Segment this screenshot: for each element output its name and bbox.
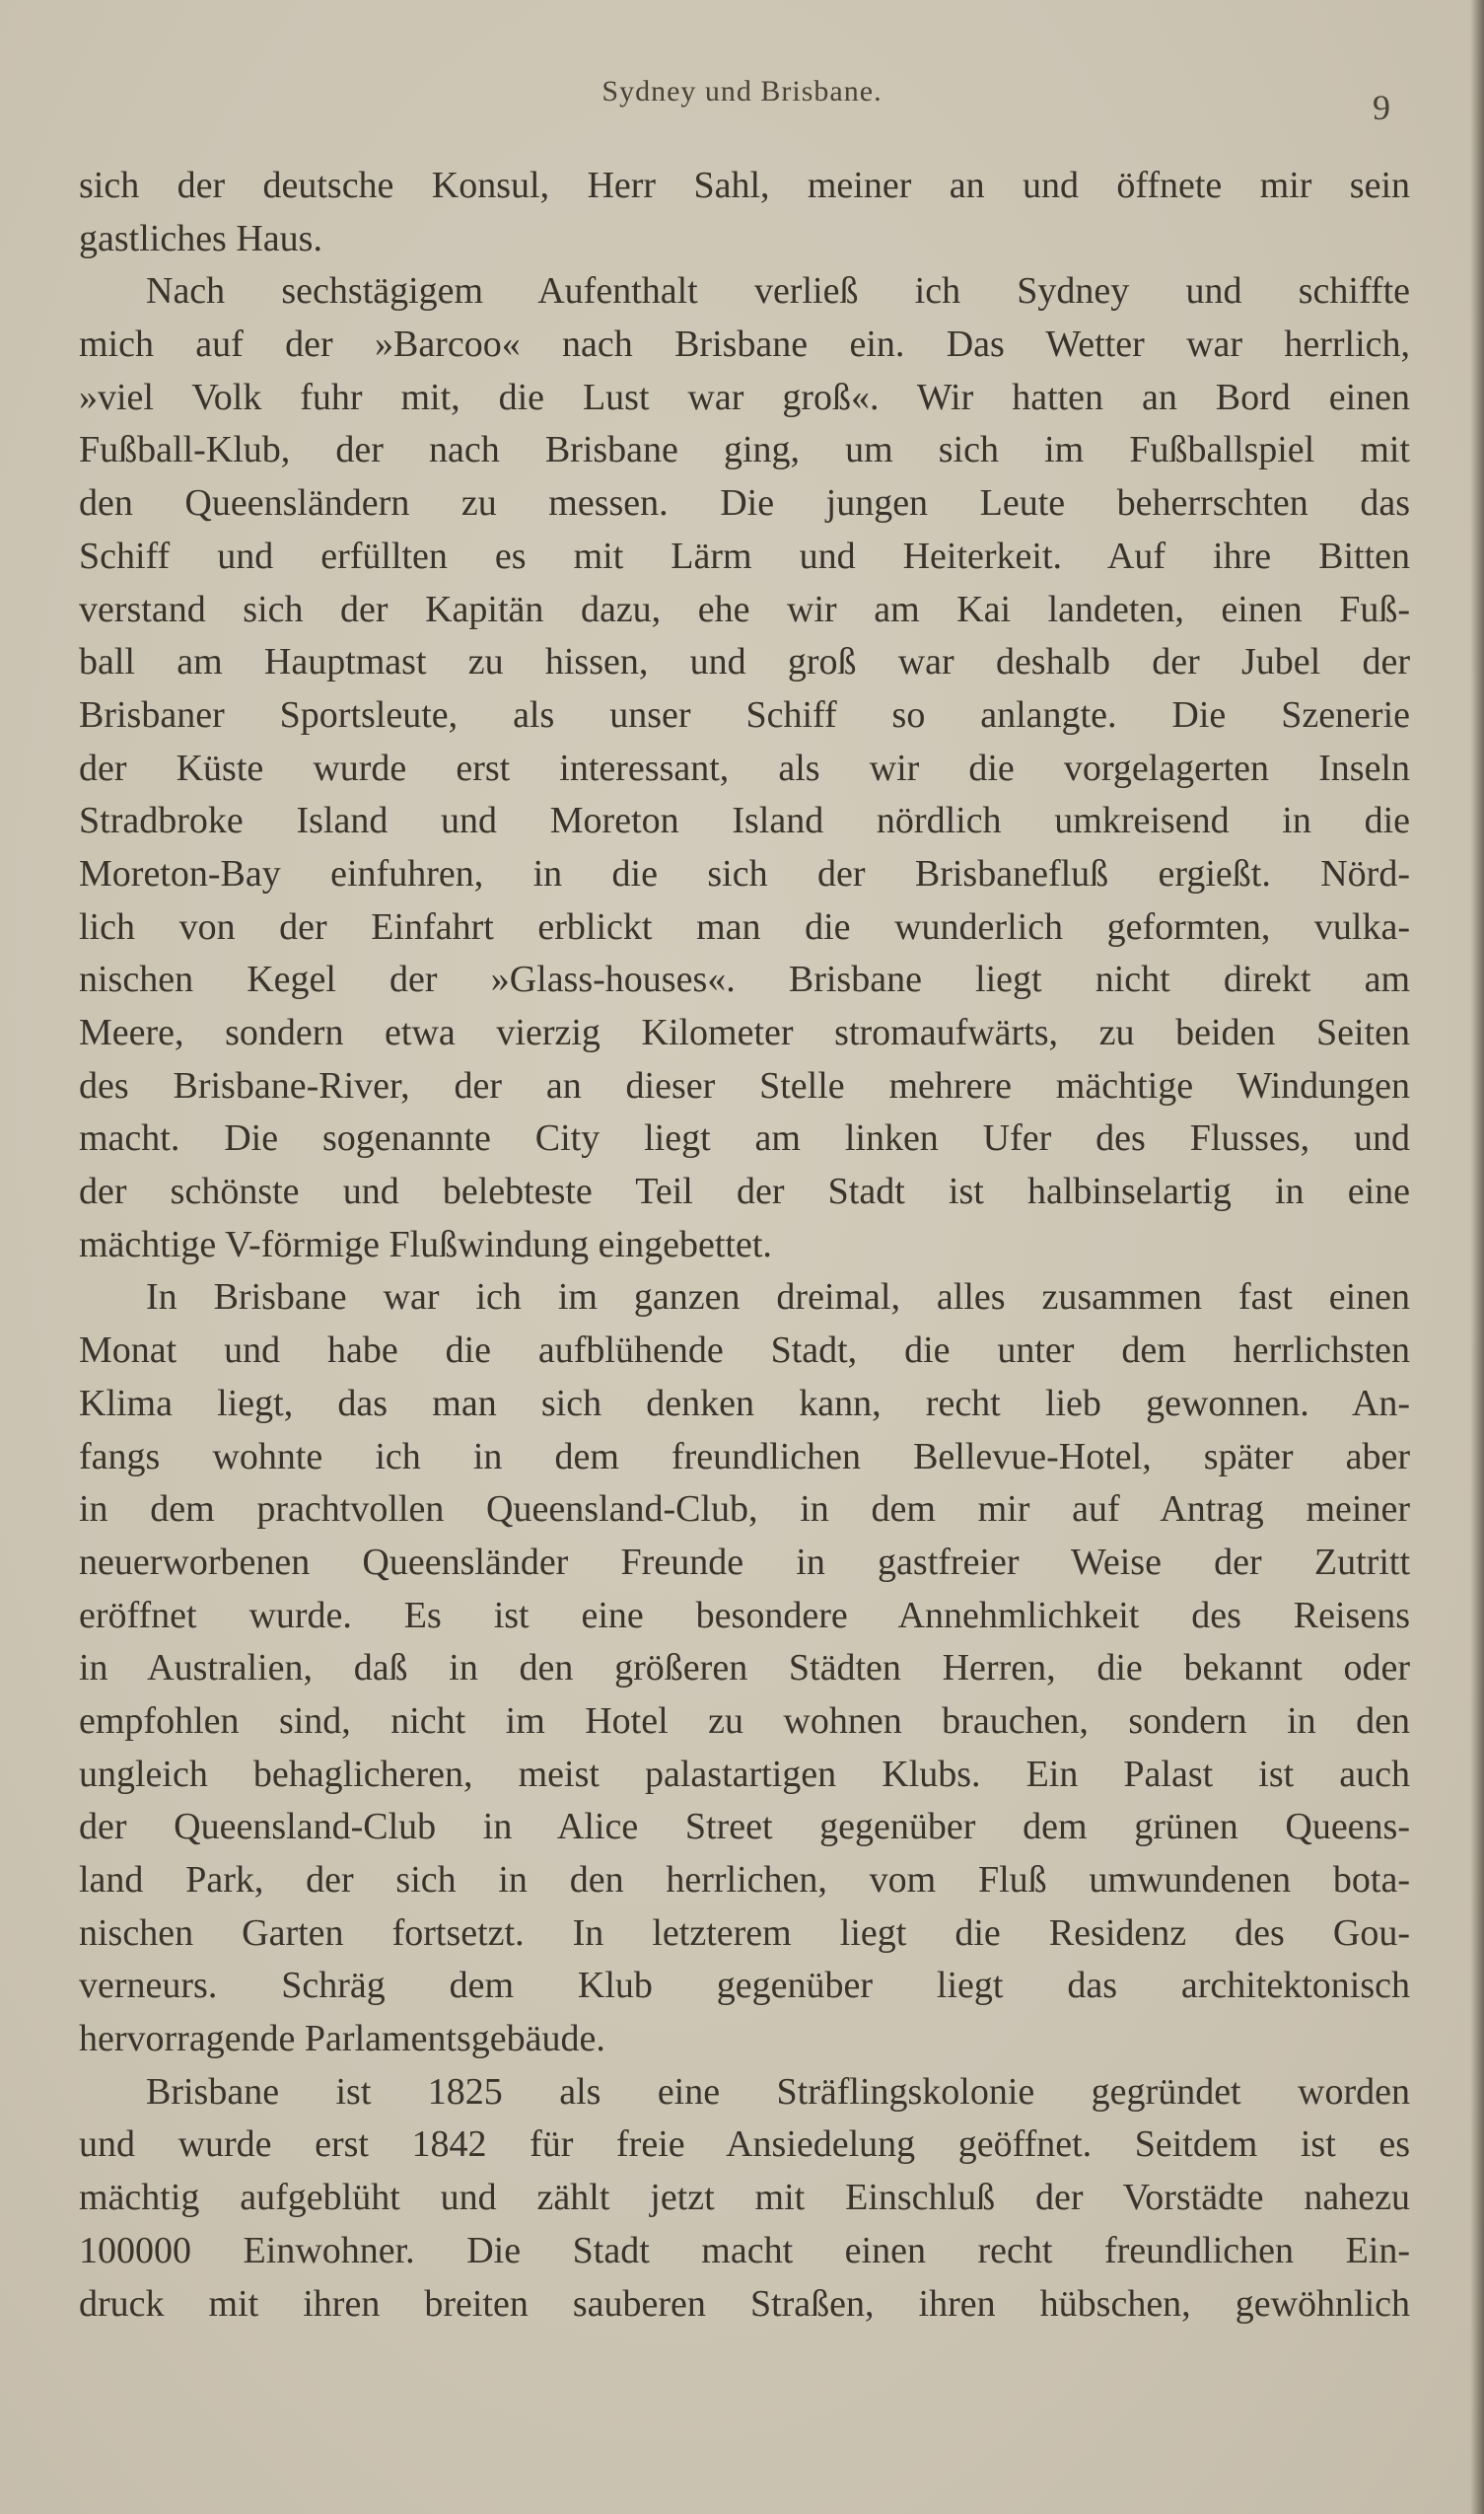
text-line: fangs wohnte ich in dem freundlichen Bellevue-Hotel, später aber bbox=[79, 1435, 1410, 1477]
text-line: eröffnet wurde. Es ist eine besondere Annehmlichkeit des Reisens bbox=[79, 1594, 1410, 1636]
text-line: ungleich behaglicheren, meist palastartigen Klubs. Ein Palast ist auch bbox=[79, 1753, 1410, 1795]
text-line: und wurde erst 1842 für freie Ansiedelung geöffnet. Seitdem ist es bbox=[79, 2123, 1410, 2166]
text-line: Brisbaner Sportsleute, als unser Schiff so anlangte. Die Szenerie bbox=[79, 693, 1410, 736]
text-line: sich der deutsche Konsul, Herr Sahl, meiner an und öffnete mir sein bbox=[79, 165, 1410, 206]
text-line: Stradbroke Island und Moreton Island nördlich umkreisend in die bbox=[79, 800, 1410, 842]
text-line: macht. Die sogenannte City liegt am linken Ufer des Flusses, und bbox=[79, 1117, 1410, 1160]
text-line: empfohlen sind, nicht im Hotel zu wohnen brauchen, sondern in den bbox=[79, 1699, 1410, 1742]
text-line: der schönste und belebteste Teil der Stadt ist halbinselartig in eine bbox=[79, 1171, 1410, 1213]
text-line: nischen Kegel der »Glass-houses«. Brisbane liegt nicht direkt am bbox=[79, 959, 1410, 1001]
text-line: hervorragende Parlamentsgebäude. bbox=[79, 2018, 605, 2060]
text-line: mich auf der »Barcoo« nach Brisbane ein. Das Wetter war herrlich, bbox=[79, 323, 1410, 366]
text-line: gastliches Haus. bbox=[79, 217, 322, 259]
text-line: Moreton-Bay einfuhren, in die sich der Brisbanefluß ergießt. Nörd- bbox=[79, 852, 1410, 895]
text-line: in dem prachtvollen Queensland-Club, in dem mir auf Antrag meiner bbox=[79, 1488, 1410, 1531]
text-line: Monat und habe die aufblühende Stadt, die unter dem herrlichsten bbox=[79, 1329, 1410, 1372]
text-line: lich von der Einfahrt erblickt man die wunderlich geformten, vulka- bbox=[79, 905, 1410, 948]
text-line: der Queensland-Club in Alice Street gegenüber dem grünen Queens- bbox=[79, 1806, 1410, 1848]
text-line: land Park, der sich in den herrlichen, vom Fluß umwundenen bota- bbox=[79, 1859, 1410, 1901]
text-line: Brisbane ist 1825 als eine Sträflingskolonie gegründet worden bbox=[146, 2070, 1410, 2113]
text-line: In Brisbane war ich im ganzen dreimal, alles zusammen fast einen bbox=[146, 1276, 1410, 1319]
text-line: druck mit ihren breiten sauberen Straßen, ihren hübschen, gewöhnlich bbox=[79, 2282, 1410, 2325]
text-line: »viel Volk fuhr mit, die Lust war groß«. Wir hatten an Bord einen bbox=[79, 376, 1410, 418]
text-line: Schiff und erfüllten es mit Lärm und Heiterkeit. Auf ihre Bitten bbox=[79, 535, 1410, 577]
text-line: 100000 Einwohner. Die Stadt macht einen recht freundlichen Ein- bbox=[79, 2229, 1410, 2271]
text-line: des Brisbane-River, der an dieser Stelle mehrere mächtige Windungen bbox=[79, 1064, 1410, 1107]
text-line: Nach sechstägigem Aufenthalt verließ ich Sydney und schiffte bbox=[146, 270, 1410, 313]
running-head: Sydney und Brisbane. bbox=[601, 75, 883, 108]
text-line: ball am Hauptmast zu hissen, und groß war deshalb der Jubel der bbox=[79, 641, 1410, 683]
text-line: verstand sich der Kapitän dazu, ehe wir am Kai landeten, einen Fuß- bbox=[79, 588, 1410, 630]
text-line: neuerworbenen Queensländer Freunde in gastfreier Weise der Zutritt bbox=[79, 1541, 1410, 1583]
page-number: 9 bbox=[1373, 88, 1390, 127]
page-header bbox=[0, 71, 1484, 127]
text-line: den Queensländern zu messen. Die jungen Leute beherrschten das bbox=[79, 482, 1410, 525]
text-line: Klima liegt, das man sich denken kann, recht lieb gewonnen. An- bbox=[79, 1382, 1410, 1424]
text-line: Fußball-Klub, der nach Brisbane ging, um sich im Fußballspiel mit bbox=[79, 429, 1410, 471]
page-edge-shadow bbox=[1470, 0, 1484, 2514]
body-text bbox=[79, 160, 1410, 2331]
text-line: der Küste wurde erst interessant, als wir die vorgelagerten Inseln bbox=[79, 747, 1410, 789]
text-line: mächtig aufgeblüht und zählt jetzt mit Einschluß der Vorstädte nahezu bbox=[79, 2177, 1410, 2219]
text-line: mächtige V-förmige Flußwindung eingebettet. bbox=[79, 1223, 772, 1265]
text-line: in Australien, daß in den größeren Städten Herren, die bekannt oder bbox=[79, 1647, 1410, 1689]
text-line: verneurs. Schräg dem Klub gegenüber liegt das architektonisch bbox=[79, 1965, 1410, 2007]
text-line: nischen Garten fortsetzt. In letzterem liegt die Residenz des Gou- bbox=[79, 1911, 1410, 1954]
text-line: Meere, sondern etwa vierzig Kilometer stromaufwärts, zu beiden Seiten bbox=[79, 1012, 1410, 1053]
